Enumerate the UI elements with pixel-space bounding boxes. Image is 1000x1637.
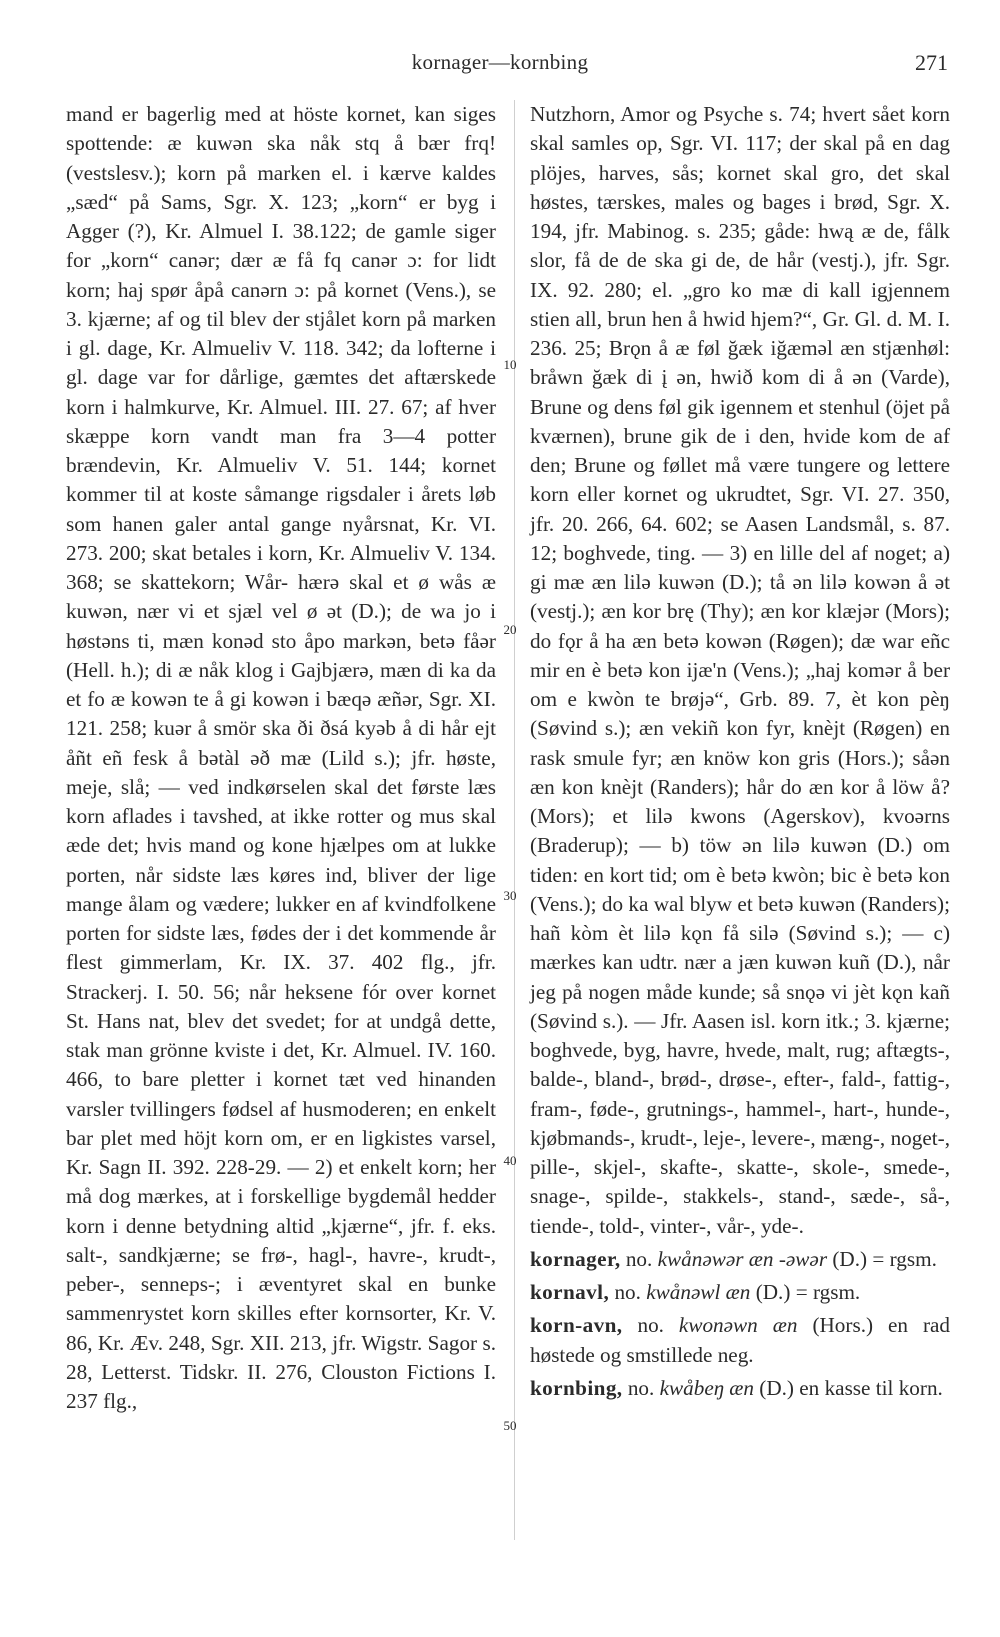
part-of-speech: no. <box>614 1280 641 1304</box>
part-of-speech: no. <box>637 1313 664 1338</box>
line-number-50: 50 <box>503 1418 517 1433</box>
right-column-text: Nutzhorn, Amor og Psyche s. 74; hvert sået korn skal samles op, Sgr. VI. 117; der skal på en dag plöjes, harves, sås; kornet skal gro, det skal høstes, tærskes, males og bages i brød, Sgr. X. 194, jfr. Mabinog. s. 235; gåde: hwą æ de, fålk slor, få de de ska gi de, de hår (vestj.), jfr. Sgr. IX. 92. 280; el. „gro ko mæ di kall igjennem stien all, brun hen å hwid hjem?“, Gr. Gl. d. M. I. 236. 25; Brǫn å æ føl ğæk iğæməl æn stjænhøl: bråwn ğæk di į ən, hwið kom di å ən (Varde), Brune og dens føl gik igennem et stenhul (öjet på kværnen), brune gik de i den, hvide kom de af den; Brune og føllet må være tungere og lettere korn eller kornet og ukrudtet, Sgr. VI. 27. 350, jfr. 20. 266, 64. 602; se Aasen Landsmål, s. 87. 12; boghvede, ting. — 3) en lille del af noget; a) gi mæ æn lilə kuwən (D.); tå ən lilə kowən å ət (vestj.); æn kor brę (Thy); æn kor klæjər (Mors); do fǫr å ha æn betə kowən (Røgen); dæ war eñc mir en è betə kon ijæ'n (Vens.); „haj komər å ber om e kwòn te brøjə“, Grb. 89. 7, èt kon pèŋ (Søvind s.); æn vekiñ kon fyr, knèjt (Røgen) en rask smule fyr; æn knöw kon gris (Hors.); såən æn kon knèjt (Randers); hår do æn kor å löw å? (Mors); et lilə kwons (Agerskov), kvoərns (Braderup); — b) töw ən lilə kuwən (D.) om tiden: en kort tid; om è betə kwòn; bic è betə kon (Vens.); do ka wal blyw et betə kuwən (Randers); hañ kòm èt lilə kǫn få silə (Søvind s.); — c) mærkes kan udtr. nær a jæn kuwən kuñ (D.), når jeg på nogen måde kunde; så snǫə vi jèt kǫn kañ (Søvind s.). — Jfr. Aasen isl. korn itk.; 3. kjærne; boghvede, byg, havre, hvede, malt, rug; aftægts-, balde-, bland-, brød-, drøse-, efter-, fald-, fattig-, fram-, føde-, grutnings-, hammel-, hart-, hunde-, kjøbmands-, krudt-, leje-, levere-, mæng-, noget-, pille-, skjel-, skafte-, skatte-, skole-, smede-, snage-, spilde-, stakkels-, stand-, sæde-, så-, tiende-, told-, vinter-, vår-, yde-. <box>530 102 950 1238</box>
entry-text: (D.) = rgsm. <box>832 1246 937 1271</box>
entry-korn-avn <box>530 1311 950 1370</box>
line-number-40: 40 <box>503 1153 517 1168</box>
headword: kornavl, <box>530 1280 610 1304</box>
part-of-speech: no. <box>627 1375 655 1400</box>
right-column <box>530 100 950 1403</box>
part-of-speech: no. <box>625 1246 653 1271</box>
line-number-10: 10 <box>503 357 517 372</box>
dialect-form: kwåbeŋ æn <box>659 1375 754 1400</box>
running-head: kornager—kornbing <box>411 50 589 74</box>
page-header <box>0 50 1000 82</box>
entry-kornbing <box>530 1374 950 1403</box>
dialect-form: kwonəwn æn <box>678 1313 798 1338</box>
left-column <box>66 100 496 1416</box>
headword: kornbing, <box>530 1375 623 1400</box>
headword: korn-avn, <box>530 1313 623 1338</box>
dialect-form: kwånəwl æn <box>646 1280 751 1304</box>
entry-text: (D.) = rgsm. <box>755 1280 861 1304</box>
entry-kornavl <box>530 1278 950 1307</box>
dialect-form: kwånəwər æn -əwər <box>657 1246 828 1271</box>
left-column-text: mand er bagerlig med at höste kornet, kan siges spottende: æ kuwən ska nåk stq å bær frq! (vestslesv.); korn på marken el. i kærve kaldes „sæd“ på Sams, Sgr. X. 123; „korn“ er byg i Agger (?), Kr. Almuel I. 38.122; de gamle siger for „korn“ canər; dær æ få fq canər ɔ: for lidt korn; haj spør åpå canərn ɔ: på kornet (Vens.), se 3. kjærne; af og til blev der stjålet korn på marken i gl. dage, Kr. Almueliv V. 118. 342; da lofterne i gl. dage var for dårlige, gæmtes det aftærskede korn i halmkurve, Kr. Almuel. III. 27. 67; af hver skæppe korn vandt man fra 3—4 potter brændevin, Kr. Almueliv V. 51. 144; kornet kommer til at koste såmange rigsdaler i årets løb som hanen galer antal gange nyårsnat, Kr. VI. 273. 200; skat betales i korn, Kr. Almueliv V. 134. 368; se skattekorn; Wår- hærə skal et ø wås æ kuwən, nær vi et sjæl vel ø ət (D.); de wa jo i høstəns ti, mæn konəd sto åpo markən, betə fåər (Hell. h.); di æ nåk klog i Gajbjærə, mæn di ka da et fo æ kowən te å gi kowən i bæqə æñər, Sgr. XI. 121. 258; kuər å smör ska ði ðsá kyəb å di hår ejt åñt eñ fesk å bətàl əð mæ (Lild s.); jfr. høste, meje, slå; — ved indkørselen skal det første læs korn aflades i tavshed, at ikke rotter og mus skal æde det; hvis mand og kone hjælpes om at lukke porten, når sidste læs køres ind, bliver der lige mange ålam og vædere; lukker en af kvindfolkene porten for sidste læs, fødes der i det kommende år flest gimmerlam, Kr. IX. 37. 402 flg., jfr. Strackerj. I. 50. 56; når heksene fór over kornet St. Hans nat, blev det svedet; for at undgå dette, stak man grönne kviste i det, Kr. Almuel. IV. 160. 466, to bare pletter i kornet tæt ved hinanden varsler tvillingers fødsel af husmoderen; en enkelt bar plet med höjt korn om, er en ligkistes varsel, Kr. Sagn II. 392. 228-29. — 2) et enkelt korn; her må dog mærkes, at i forskellige bygdemål hedder korn i denne betydning altid „kjærne“, jfr. f. eks. salt-, sandkjærne; se frø-, hagl-, havre-, krudt-, peber-, senneps-; i æventyret skal en bunke sammenrystet korn skilles efter kornsorter, Kr. V. 86, Kr. Æv. 248, Sgr. XII. 213, jfr. Wigstr. Sagor s. 28, Letterst. Tidskr. II. 276, Clouston Fictions I. 237 flg., <box>66 102 496 1413</box>
headword: kornager, <box>530 1246 621 1271</box>
line-number-20: 20 <box>503 622 517 637</box>
page-number: 271 <box>915 50 948 75</box>
entry-kornager <box>530 1245 950 1274</box>
entry-text: (D.) en kasse til korn. <box>759 1375 943 1400</box>
line-number-30: 30 <box>503 888 517 903</box>
column-divider <box>514 100 515 1540</box>
entry-text: (Hors.) en rad høstede og smstillede neg. <box>530 1313 951 1367</box>
